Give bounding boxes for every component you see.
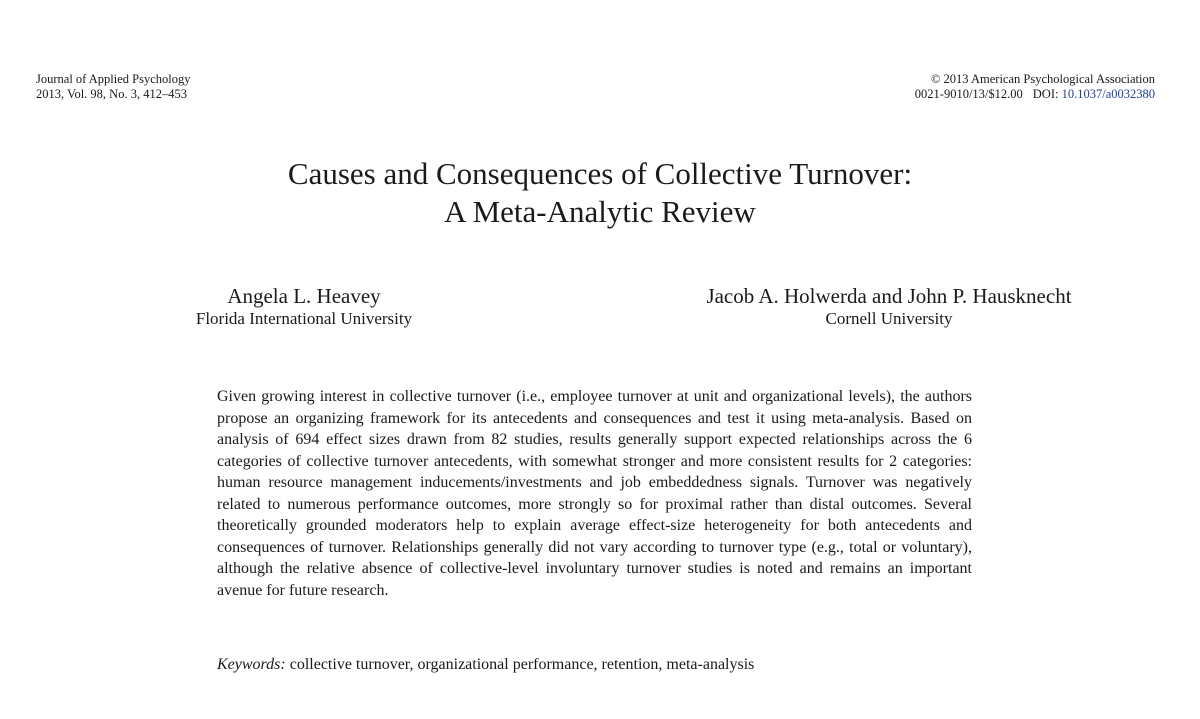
journal-issue: 2013, Vol. 98, No. 3, 412–453 (36, 87, 187, 101)
copyright-notice: © 2013 American Psychological Association (930, 72, 1155, 86)
author-affiliation: Florida International University (195, 309, 413, 328)
keywords-label: Keywords: (217, 656, 286, 673)
author-affiliation: Cornell University (825, 309, 953, 328)
journal-citation (36, 72, 191, 102)
issn-price: 0021-9010/13/$12.00 (914, 87, 1023, 101)
author-group-1 (172, 284, 436, 329)
author-names: Jacob A. Holwerda and John P. Hausknecht (706, 284, 1072, 308)
issn-doi-line (915, 87, 1155, 102)
doi-label: DOI: (1032, 87, 1059, 101)
author-names: Angela L. Heavey (227, 284, 381, 308)
abstract: Given growing interest in collective turnover (i.e., employee turnover at unit and organizational levels), the authors propose an organizing framework for its antecedents and consequences and test it using meta-analysis. Based on analysis of 694 effect sizes drawn from 82 studies, results generally support expected relationships across the 6 categories of collective turnover antecedents, with somewhat stronger and more consistent results for 2 categories: human resource management inducements/investments and job embeddedness signals. Turnover was negatively related to numerous performance outcomes, more strongly so for proximal rather than distal outcomes. Several theoretically grounded moderators help to explain average effect-size heterogeneity for both antecedents and consequences of turnover. Relationships generally did not vary according to turnover type (e.g., total or voluntary), although the relative absence of collective-level involuntary turnover studies is noted and remains an important avenue for future research. (217, 388, 972, 599)
paper-title (0, 155, 1200, 231)
doi-link[interactable]: 10.1037/a0032380 (1061, 87, 1155, 101)
keywords-line (217, 654, 972, 675)
title-line-1: Causes and Consequences of Collective Turnover: (287, 156, 913, 191)
copyright-block (915, 72, 1155, 102)
journal-name: Journal of Applied Psychology (36, 72, 191, 86)
title-line-2: A Meta-Analytic Review (444, 194, 756, 229)
keywords-text: collective turnover, organizational performance, retention, meta-analysis (289, 656, 755, 673)
author-group-2 (654, 284, 1124, 329)
